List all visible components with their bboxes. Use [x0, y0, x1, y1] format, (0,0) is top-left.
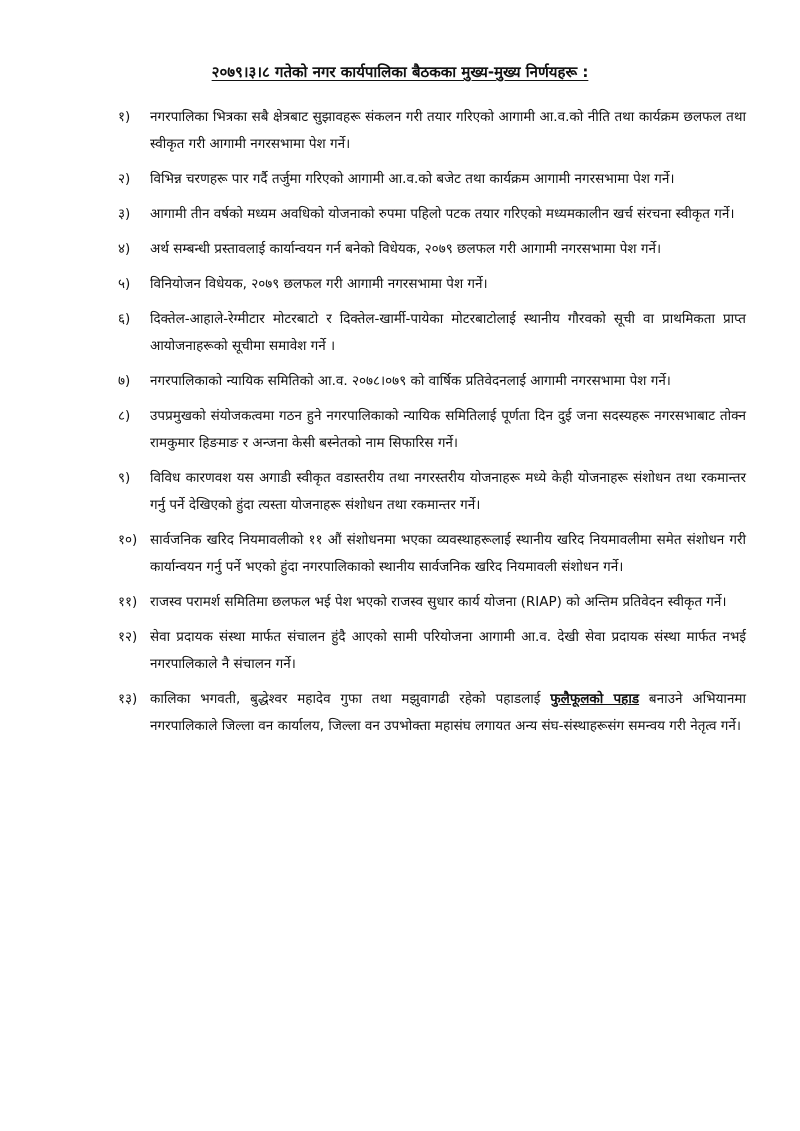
- item-number: २): [118, 171, 131, 187]
- list-item: [118, 104, 746, 158]
- item-text: आगामी तीन वर्षको मध्यम अवधिको योजनाको रुपमा पहिलो पटक तयार गरिएको मध्यमकालीन खर्च संरचना स्वीकृत गर्ने।: [150, 206, 735, 222]
- item-text-before: कालिका भगवती, बुद्धेश्वर महादेव गुफा तथा मझुवागढी रहेको पहाडलाई: [150, 691, 551, 707]
- item-text: विभिन्न चरणहरू पार गर्दै तर्जुमा गरिएको आगामी आ.व.को बजेट तथा कार्यक्रम आगामी नगरसभामा पेश गर्ने।: [150, 171, 675, 187]
- decision-list: [118, 104, 746, 748]
- list-item: [118, 271, 746, 298]
- item-number: १३): [118, 691, 138, 707]
- item-text: सेवा प्रदायक संस्था मार्फत संचालन हुंदै आएको सामी परियोजना आगामी आ.व. देखी सेवा प्रदायक संस्था मार्फत नभई नगरपालिकाले नै संचालन गर्ने।: [150, 629, 746, 672]
- item-text: उपप्रमुखको संयोजकत्वमा गठन हुने नगरपालिकाको न्यायिक समितिलाई पूर्णता दिन दुई जना सदस्यहरू नगरसभाबाट तोक्न रामकुमार हिङमाङ र अन्जना केसी बस्नेतको नाम सिफारिस गर्ने।: [150, 408, 746, 451]
- item-text: अर्थ सम्बन्धी प्रस्तावलाई कार्यान्वयन गर्न बनेको विधेयक, २०७९ छलफल गरी आगामी नगरसभामा पेश गर्ने।: [150, 241, 662, 257]
- list-item: [118, 624, 746, 678]
- item-text: विविध कारणवश यस अगाडी स्वीकृत वडास्तरीय तथा नगरस्तरीय योजनाहरू मध्ये केही योजनाहरू संशोधन तथा रकमान्तर गर्नु पर्ने देखिएको हुंदा त्यस्ता योजनाहरू संशोधन तथा रकमान्तर गर्ने।: [150, 470, 746, 513]
- list-item: [118, 403, 746, 457]
- item-text: नगरपालिकाको न्यायिक समितिको आ.व. २०७८।०७९ को वार्षिक प्रतिवेदनलाई आगामी नगरसभामा पेश गर्ने।: [150, 373, 671, 389]
- item-number: ३): [118, 206, 131, 222]
- item-number: ५): [118, 276, 131, 292]
- item-text: विनियोजन विधेयक, २०७९ छलफल गरी आगामी नगरसभामा पेश गर्ने।: [150, 276, 488, 292]
- list-item: [118, 306, 746, 360]
- page-title-text: २०७९।३।८ गतेको नगर कार्यपालिका बैठकका मुख्य-मुख्य निर्णयहरू :: [211, 63, 589, 81]
- item-text: नगरपालिका भित्रका सबै क्षेत्रबाट सुझावहरू संकलन गरी तयार गरिएको आगामी आ.व.को नीति तथा कार्यक्रम छलफल तथा स्वीकृत गरी आगामी नगरसभामा पेश गर्ने।: [150, 109, 746, 152]
- item-number: ९): [118, 470, 131, 486]
- list-item: [118, 236, 746, 263]
- list-item: [118, 201, 746, 228]
- item-number: १२): [118, 629, 138, 645]
- list-item: [118, 465, 746, 519]
- item-number: ७): [118, 373, 131, 389]
- item-number: १०): [118, 532, 138, 548]
- list-item: [118, 368, 746, 395]
- item-text: राजस्व परामर्श समितिमा छलफल भई पेश भएको राजस्व सुधार कार्य योजना (RIAP) को अन्तिम प्रतिवेदन स्वीकृत गर्ने।: [150, 594, 727, 610]
- list-item: [118, 686, 746, 740]
- item-number: ११): [118, 594, 138, 610]
- list-item: [118, 589, 746, 616]
- item-number: ६): [118, 311, 131, 327]
- item-number: १): [118, 109, 131, 125]
- list-item: [118, 527, 746, 581]
- item-number: ८): [118, 408, 131, 424]
- item-text-after: बनाउने अभियानमा नगरपालिकाले जिल्ला वन कार्यालय, जिल्ला वन उपभोक्ता महासंघ लगायत अन्य संघ-संस्थाहरूसंग समन्वय गरी नेतृत्व गर्ने।: [150, 691, 746, 734]
- item-text: सार्वजनिक खरिद नियमावलीको ११ औं संशोधनमा भएका व्यवस्थाहरूलाई स्थानीय खरिद नियमावलीमा समेत संशोधन गरी कार्यान्वयन गर्नु पर्ने भएको हुंदा नगरपालिकाको स्थानीय सार्वजनिक खरिद नियमावली संशोधन गर्ने।: [150, 532, 746, 575]
- page-title: [0, 62, 800, 82]
- highlighted-phrase: फुलैफूलको पहाड: [550, 691, 640, 707]
- item-number: ४): [118, 241, 131, 257]
- item-text: दिक्तेल-आहाले-रेग्मीटार मोटरबाटो र दिक्तेल-खार्मी-पायेका मोटरबाटोलाई स्थानीय गौरवको सूची वा प्राथमिकता प्राप्त आयोजनाहरूको सूचीमा समावेश गर्ने ।: [150, 311, 747, 354]
- list-item: [118, 166, 746, 193]
